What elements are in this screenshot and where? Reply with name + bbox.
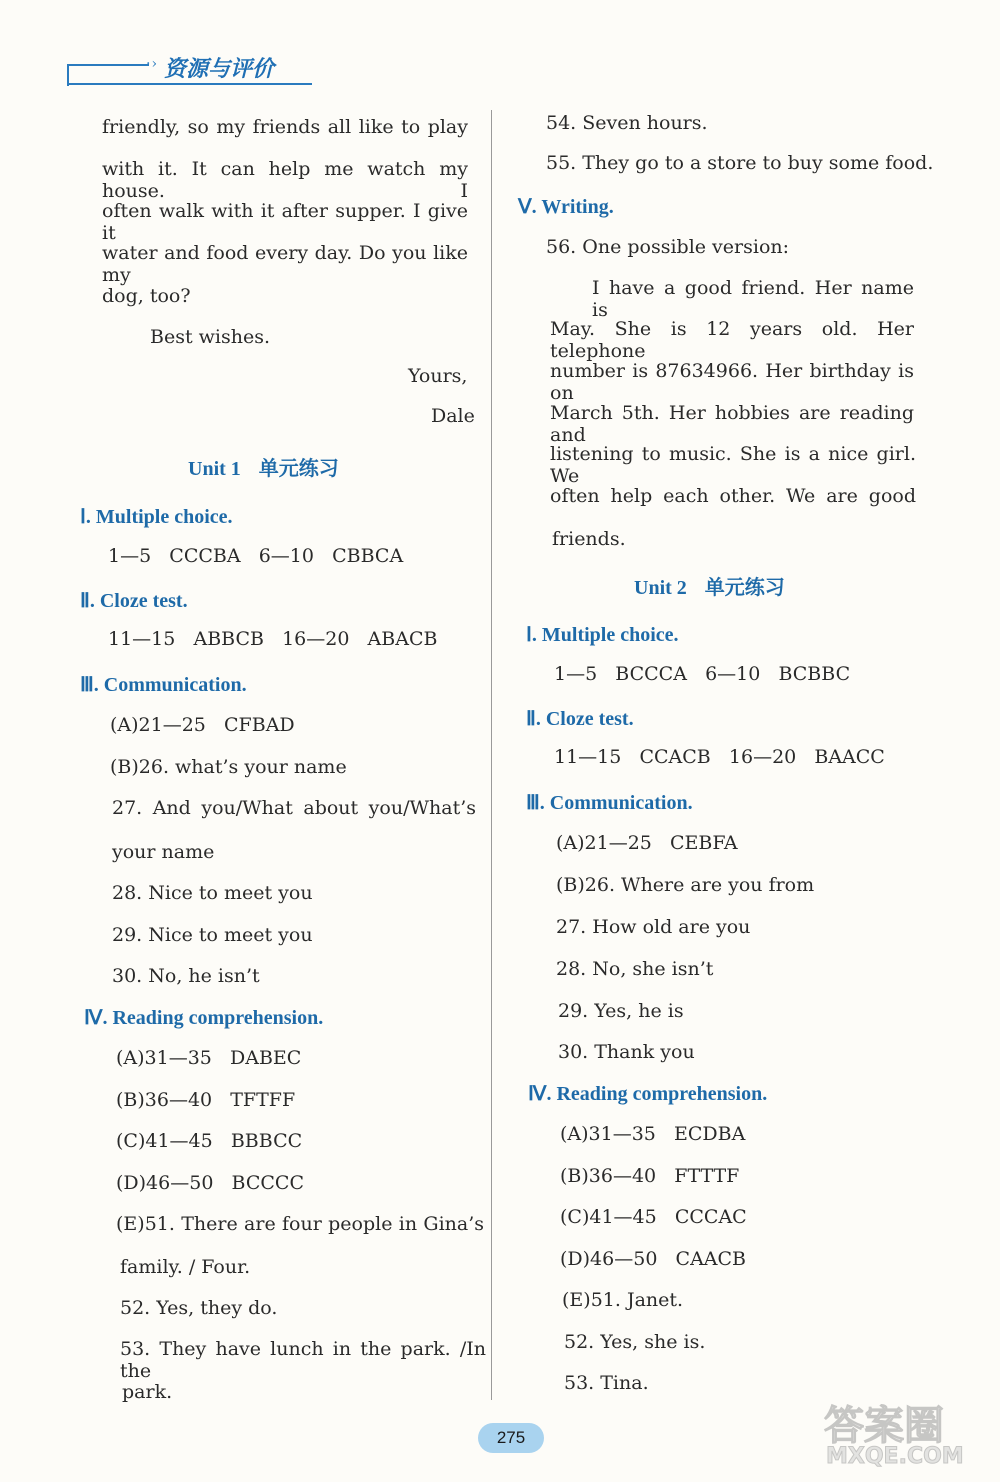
section-heading: Ⅱ. Cloze test. — [526, 708, 634, 730]
letter-signature: Dale — [431, 405, 475, 427]
answer-line: (B)26. Where are you from — [556, 874, 815, 896]
book-header — [64, 50, 324, 90]
answer-line: 29. Yes, he is — [558, 1000, 684, 1022]
answer-line: park. — [122, 1381, 173, 1403]
answer-line: 1—5 CCCBA 6—10 CBBCA — [108, 545, 404, 567]
watermark — [818, 1394, 994, 1474]
section-heading: Ⅲ. Communication. — [80, 674, 247, 696]
answer-line: (A)21—25 CEBFA — [556, 832, 738, 854]
answer-line: (E)51. There are four people in Gina’s — [116, 1213, 484, 1235]
answer-line: (D)46—50 CAACB — [560, 1248, 747, 1270]
letter-line: friendly, so my friends all like to play — [102, 116, 468, 138]
answer-line: 52. Yes, she is. — [564, 1331, 706, 1353]
unit2-cn: 单元练习 — [704, 575, 785, 599]
answer-line: 30. Thank you — [558, 1041, 695, 1063]
essay-line: listening to music. She is a nice girl. We — [550, 443, 916, 487]
answer-line: 27. How old are you — [556, 916, 751, 938]
letter-line: often walk with it after supper. I give it — [102, 200, 468, 244]
answer-line: (A)21—25 CFBAD — [110, 714, 295, 736]
answer-line: 55. They go to a store to buy some food. — [546, 152, 934, 174]
column-divider — [491, 110, 492, 1400]
letter-line: water and food every day. Do you like my — [102, 242, 468, 286]
answer-line: 54. Seven hours. — [546, 112, 708, 134]
letter-line: with it. It can help me watch my house. I — [102, 158, 468, 202]
answer-line: (B)36—40 TFTFF — [116, 1089, 296, 1111]
page-number: 275 — [478, 1423, 544, 1453]
section-heading: Ⅲ. Communication. — [526, 792, 693, 814]
section-heading: Ⅳ. Reading comprehension. — [84, 1007, 324, 1029]
letter-closing: Best wishes. — [150, 326, 270, 348]
essay-line: friends. — [552, 528, 626, 550]
answer-line: 29. Nice to meet you — [112, 924, 313, 946]
answer-line: (B)36—40 FTTTF — [560, 1165, 740, 1187]
unit2-title: Unit 2 — [634, 577, 687, 599]
answer-line: (B)26. what’s your name — [110, 756, 347, 778]
answer-line: (C)41—45 CCCAC — [560, 1206, 747, 1228]
answer-line: your name — [112, 841, 215, 863]
answer-line: (D)46—50 BCCCC — [116, 1172, 304, 1194]
section-heading: Ⅱ. Cloze test. — [80, 590, 188, 612]
section-heading: Ⅰ. Multiple choice. — [80, 506, 233, 528]
letter-line: dog, too? — [102, 285, 191, 307]
essay-line: March 5th. Her hobbies are reading and — [550, 402, 914, 446]
unit2-heading — [634, 571, 785, 600]
header-arrow-icon: ·› — [146, 56, 159, 72]
section-heading: Ⅴ. Writing. — [518, 196, 614, 218]
answer-line: (C)41—45 BBBCC — [116, 1130, 303, 1152]
header-underline — [67, 83, 312, 85]
essay-line: I have a good friend. Her name is — [592, 277, 914, 321]
section-heading: Ⅰ. Multiple choice. — [526, 624, 679, 646]
answer-line: 11—15 ABBCB 16—20 ABACB — [108, 628, 438, 650]
answer-line: (A)31—35 ECDBA — [560, 1123, 746, 1145]
watermark-en: MXQE.COM — [826, 1444, 964, 1469]
unit1-cn: 单元练习 — [258, 456, 339, 480]
essay-line: number is 87634966. Her birthday is on — [550, 360, 914, 404]
answer-line: 53. They have lunch in the park. /In the — [120, 1338, 486, 1382]
answer-line: 53. Tina. — [564, 1372, 649, 1394]
answer-line: 11—15 CCACB 16—20 BAACC — [554, 746, 885, 768]
unit1-title: Unit 1 — [188, 458, 241, 480]
answer-line: (A)31—35 DABEC — [116, 1047, 302, 1069]
section-heading: Ⅳ. Reading comprehension. — [528, 1083, 768, 1105]
answer-line: 30. No, he isn’t — [112, 965, 260, 987]
answer-line: 28. No, she isn’t — [556, 958, 714, 980]
watermark-cn: 答案圈 — [824, 1403, 944, 1449]
answer-line: (E)51. Janet. — [562, 1289, 684, 1311]
answer-line: family. / Four. — [120, 1256, 251, 1278]
answer-line: 52. Yes, they do. — [120, 1297, 278, 1319]
unit1-heading — [188, 452, 339, 481]
essay-line: often help each other. We are good — [550, 485, 916, 507]
essay-line: May. She is 12 years old. Her telephone — [550, 318, 914, 362]
answer-line: 28. Nice to meet you — [112, 882, 313, 904]
header-title: 资源与评价 — [164, 57, 275, 82]
answer-line: 27. And you/What about you/What’s — [112, 797, 476, 819]
answer-line: 1—5 BCCCA 6—10 BCBBC — [554, 663, 851, 685]
letter-yours: Yours, — [408, 365, 468, 387]
answer-line: 56. One possible version: — [546, 236, 790, 258]
